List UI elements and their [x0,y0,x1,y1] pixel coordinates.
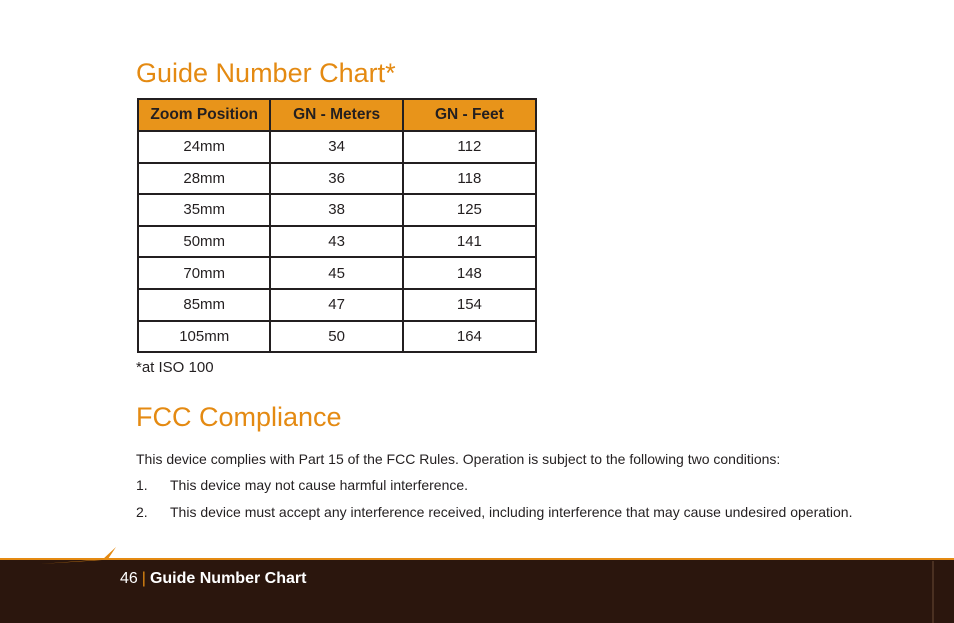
fcc-section-title: FCC Compliance [136,402,342,432]
meters-cell: 34 [270,131,402,163]
zoom-cell: 35mm [138,194,270,226]
feet-cell: 154 [403,289,536,321]
page-number: 46 [120,570,138,587]
footer-separator: | [141,570,146,587]
feet-cell: 125 [403,194,536,226]
table-row [138,226,536,258]
feet-cell: 148 [403,257,536,289]
guide-number-table [137,98,537,353]
zoom-cell: 50mm [138,226,270,258]
list-item-number: 2. [136,504,148,520]
table-row [138,131,536,163]
footer-bar [0,558,954,623]
table-row [138,289,536,321]
table-row [138,194,536,226]
meters-cell: 38 [270,194,402,226]
zoom-cell: 28mm [138,163,270,195]
table-row [138,163,536,195]
page-title: Guide Number Chart* [136,58,396,88]
feet-cell: 118 [403,163,536,195]
column-header-feet: GN - Feet [403,99,536,131]
list-item-text: This device may not cause harmful interference. [170,477,469,493]
zoom-cell: 105mm [138,321,270,353]
iso-footnote: *at ISO 100 [136,359,214,376]
meters-cell: 43 [270,226,402,258]
meters-cell: 45 [270,257,402,289]
zoom-cell: 85mm [138,289,270,321]
footer-section-title: Guide Number Chart [149,570,307,587]
meters-cell: 50 [270,321,402,353]
column-header-meters: GN - Meters [270,99,402,131]
zoom-cell: 24mm [138,131,270,163]
feet-cell: 141 [403,226,536,258]
list-item-text: This device must accept any interference received, including interference that may cause undesired operation. [170,504,853,520]
meters-cell: 36 [270,163,402,195]
list-item [136,477,468,493]
zoom-cell: 70mm [138,257,270,289]
column-header-zoom: Zoom Position [138,99,270,131]
fcc-intro-text: This device complies with Part 15 of the FCC Rules. Operation is subject to the following two conditions: [136,451,781,467]
feet-cell: 164 [403,321,536,353]
list-item [136,504,853,520]
page-footer [120,570,306,588]
swoosh-icon [40,545,130,565]
footer-divider [932,561,934,623]
table-row [138,321,536,353]
list-item-number: 1. [136,477,148,493]
meters-cell: 47 [270,289,402,321]
feet-cell: 112 [403,131,536,163]
table-row [138,257,536,289]
table-header-row [138,99,536,131]
